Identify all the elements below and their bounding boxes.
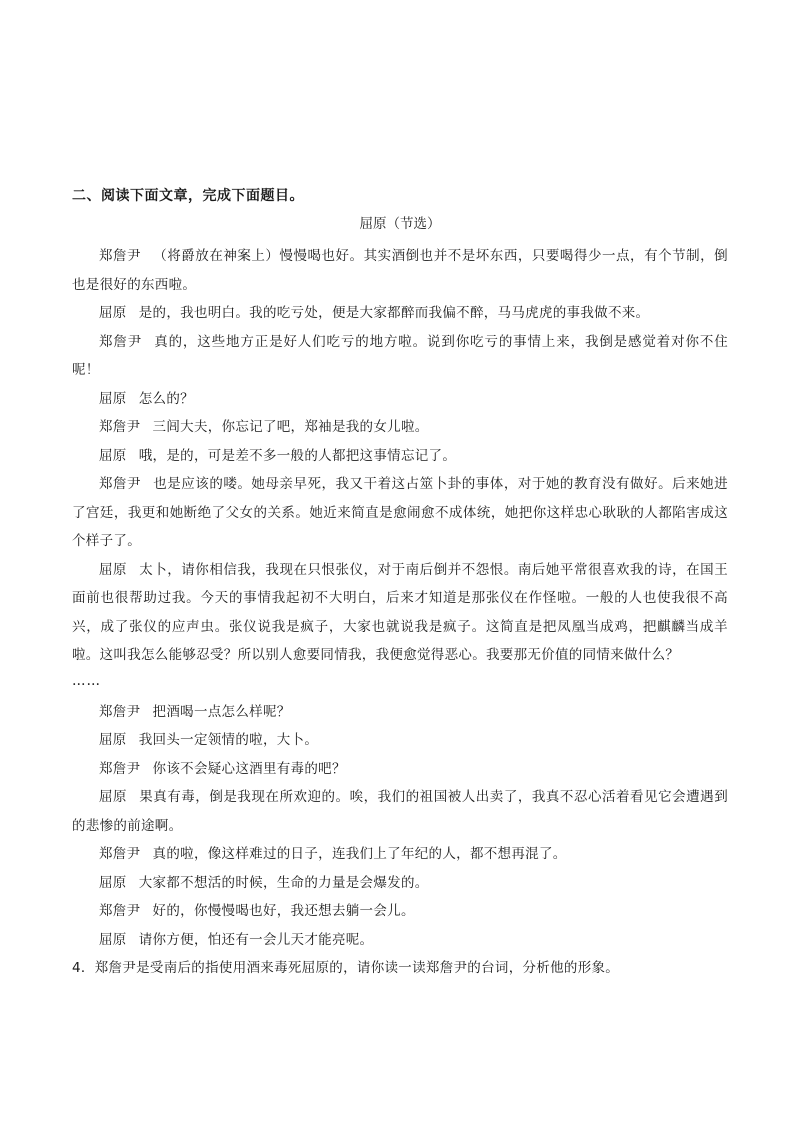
dialogue-line (72, 470, 728, 556)
speaker-name: 郑詹尹 (99, 419, 141, 435)
line-text: 你该不会疑心这酒里有毒的吧？ (152, 760, 346, 777)
speaker-name: 屈原 (99, 561, 128, 578)
line-text: （将爵放在神案上）慢慢喝也好。其实酒倒也并不是坏东西，只要喝得少一点，有个节制，倒也是很好的东西啦。 (72, 248, 728, 293)
dialogue-line (72, 328, 728, 385)
line-text: 我回头一定领情的啦，大卜。 (138, 732, 319, 748)
dialogue-line (72, 726, 728, 755)
dialogue-line (72, 442, 728, 471)
dialogue-line (72, 783, 728, 840)
dialogue-line (72, 897, 728, 926)
speaker-name: 屈原 (99, 447, 127, 464)
line-text: 真的啦，像这样难过的日子，连我们上了年纪的人，都不想再混了。 (152, 846, 567, 862)
speaker-name: 屈原 (99, 732, 127, 748)
line-text: 大家都不想活的时候，生命的力量是会爆发的。 (138, 874, 429, 891)
line-text: 三闾大夫，你忘记了吧，郑袖是我的女儿啦。 (152, 419, 429, 435)
speaker-name: 屈原 (99, 931, 127, 948)
dialogue-line (72, 299, 728, 328)
line-text: 也是应该的喽。她母亲早死，我又干着这占筮卜卦的事体，对于她的教育没有做好。后来她进了宫廷，我更和她断绝了父女的关系。她近来简直是愈闹愈不成体统，她把你这样忠心耿耿的人都陷害成这个样子了。 (72, 476, 728, 549)
article-title: 屈原（节选） (359, 216, 441, 232)
dialogue-line (72, 869, 728, 898)
dialogue-line (72, 242, 728, 299)
line-text: 怎么的？ (138, 390, 194, 407)
dialogue-line (72, 556, 728, 670)
speaker-name: 屈原 (99, 874, 127, 891)
dialogue-line (72, 926, 728, 955)
line-text: 请你方便，怕还有一会儿天才能亮呢。 (138, 931, 374, 948)
dialogue-line (72, 755, 728, 784)
dialogue-line (72, 840, 728, 869)
dialogue-line (72, 698, 728, 727)
dialogue-line (72, 413, 728, 442)
ellipsis: …… (72, 672, 101, 689)
speaker-name: 郑詹尹 (99, 703, 141, 720)
speaker-name: 郑詹尹 (99, 846, 141, 862)
line-text: 是的，我也明白。我的吃亏处，便是大家都醉而我偏不醉，马马虎虎的事我做不来。 (138, 305, 650, 321)
dialogue-part-2 (72, 698, 728, 955)
speaker-name: 郑詹尹 (99, 903, 141, 919)
speaker-name: 郑詹尹 (99, 476, 142, 492)
question-4: 4．郑詹尹是受南后的指使用酒来毒死屈原的，请你读一读郑詹尹的台词，分析他的形象。 (72, 960, 620, 976)
speaker-name: 屈原 (99, 305, 127, 321)
speaker-name: 郑詹尹 (99, 760, 141, 777)
line-text: 好的，你慢慢喝也好，我还想去躺一会儿。 (152, 903, 415, 919)
document-page (72, 186, 728, 982)
speaker-name: 郑詹尹 (99, 333, 143, 350)
speaker-name: 屈原 (99, 789, 128, 805)
line-text: 太卜，请你相信我，我现在只恨张仪，对于南后倒并不怨恨。南后她平常很喜欢我的诗，在国王面前也很帮助过我。今天的事情我起初不大明白，后来才知道是那张仪在作怪啦。一般的人也使我很不高兴，成了张仪的应声虫。张仪说我是疯子，大家也就说我是疯子。这简直是把凤凰当成鸡，把麒麟当成羊啦。这叫我怎么能够忍受？所以别人愈要同情我，我便愈觉得恶心。我要那无价值的同情来做什么？ (72, 561, 728, 663)
line-text: 果真有毒，倒是我现在所欢迎的。唉，我们的祖国被人出卖了，我真不忍心活着看见它会遭遇到的悲惨的前途啊。 (72, 789, 728, 834)
speaker-name: 屈原 (99, 390, 127, 407)
line-text: 把酒喝一点怎么样呢？ (152, 703, 291, 720)
section-heading: 二、阅读下面文章，完成下面题目。 (72, 188, 304, 204)
dialogue-line (72, 385, 728, 414)
speaker-name: 郑詹尹 (99, 248, 142, 264)
dialogue-part-1 (72, 242, 728, 670)
line-text: 真的，这些地方正是好人们吃亏的地方啦。说到你吃亏的事情上来，我倒是感觉着对你不住呢！ (72, 333, 728, 378)
line-text: 哦，是的，可是差不多一般的人都把这事情忘记了。 (138, 447, 457, 464)
